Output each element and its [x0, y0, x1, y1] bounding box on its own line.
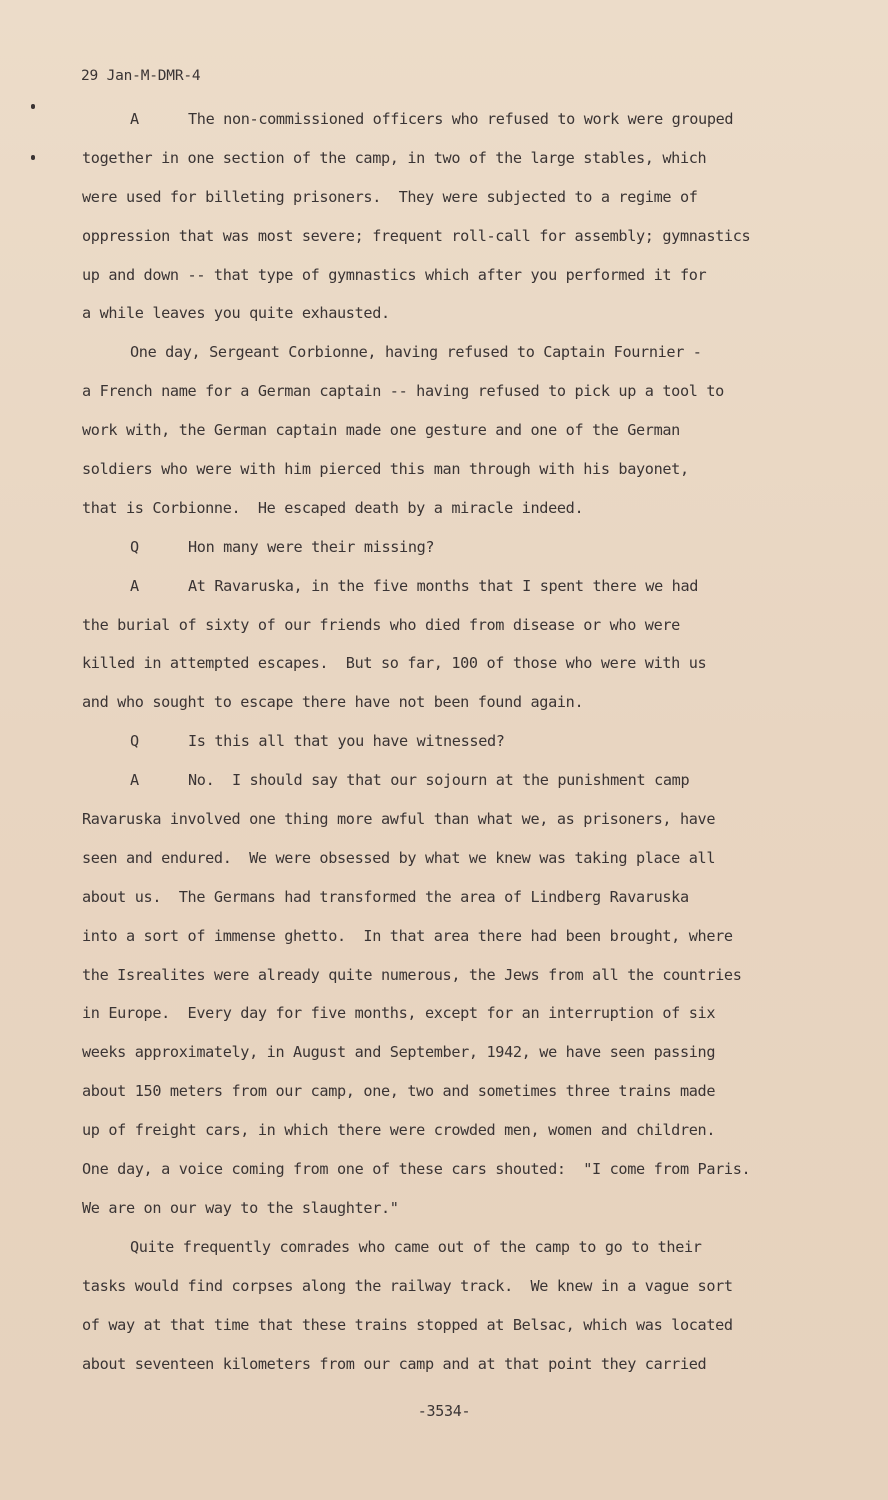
text-line: [82, 1228, 822, 1267]
page-number: -3534-: [417, 1402, 471, 1420]
text-line: [82, 761, 822, 800]
line-text: together in one section of the camp, in two of the large stables, which: [82, 148, 707, 167]
text-line: [82, 294, 822, 333]
text-line: [82, 1072, 822, 1111]
line-text: were used for billeting prisoners. They were subjected to a regime of: [82, 187, 698, 206]
page-header-reference: 29 Jan-M-DMR-4: [81, 68, 201, 84]
text-line: [82, 994, 822, 1033]
text-line: [82, 217, 822, 256]
line-text: of way at that time that these trains stopped at Belsac, which was located: [82, 1315, 733, 1334]
text-line: [82, 1150, 822, 1189]
line-text: a while leaves you quite exhausted.: [82, 304, 390, 323]
text-line: [82, 1267, 822, 1306]
line-text: We are on our way to the slaughter.": [82, 1198, 399, 1217]
text-line: [82, 178, 822, 217]
line-text: about seventeen kilometers from our camp and at that point they carried: [82, 1354, 707, 1373]
line-text: into a sort of immense ghetto. In that area there had been brought, where: [82, 926, 733, 945]
line-text: oppression that was most severe; frequent roll-call for assembly; gymnastics: [82, 226, 751, 245]
line-text: the Isrealites were already quite numerous, the Jews from all the countries: [82, 965, 742, 984]
text-line: [82, 956, 822, 995]
text-line: [82, 800, 822, 839]
qa-label: Q: [130, 537, 139, 556]
margin-mark: [31, 104, 35, 109]
text-line: [82, 917, 822, 956]
text-line: [82, 1189, 822, 1228]
line-text: Ravaruska involved one thing more awful than what we, as prisoners, have: [82, 810, 716, 829]
transcript-body: [82, 100, 822, 1383]
line-text: that is Corbionne. He escaped death by a miracle indeed.: [82, 498, 584, 517]
line-text: the burial of sixty of our friends who died from disease or who were: [82, 615, 680, 634]
line-text: Is this all that you have witnessed?: [188, 732, 505, 751]
line-text: and who sought to escape there have not been found again.: [82, 693, 584, 712]
line-text: At Ravaruska, in the five months that I spent there we had: [188, 576, 699, 595]
text-line: [82, 411, 822, 450]
line-text: killed in attempted escapes. But so far, 100 of those who were with us: [82, 654, 707, 673]
text-line: [82, 1033, 822, 1072]
margin-mark: [31, 155, 35, 160]
text-line: [82, 722, 822, 761]
line-text: tasks would find corpses along the railway track. We knew in a vague sort: [82, 1276, 733, 1295]
text-line: [82, 1345, 822, 1384]
line-text: soldiers who were with him pierced this man through with his bayonet,: [82, 460, 689, 479]
line-text: Hon many were their missing?: [188, 537, 435, 556]
qa-label: A: [130, 110, 139, 128]
text-line: [82, 567, 822, 606]
text-line: [82, 878, 822, 917]
line-text: work with, the German captain made one gesture and one of the German: [82, 421, 680, 440]
text-line: [82, 372, 822, 411]
text-line: [82, 683, 822, 722]
text-line: [82, 644, 822, 683]
line-text: about 150 meters from our camp, one, two and sometimes three trains made: [82, 1082, 716, 1101]
line-text: up of freight cars, in which there were crowded men, women and children.: [82, 1121, 716, 1140]
line-text: The non-commissioned officers who refused to work were grouped: [188, 110, 734, 128]
line-text: about us. The Germans had transformed the area of Lindberg Ravaruska: [82, 887, 689, 906]
line-text: in Europe. Every day for five months, except for an interruption of six: [82, 1004, 716, 1023]
line-text: No. I should say that our sojourn at the punishment camp: [188, 771, 690, 790]
text-line: [82, 839, 822, 878]
text-line: [82, 256, 822, 295]
line-text: weeks approximately, in August and September, 1942, we have seen passing: [82, 1043, 716, 1062]
qa-label: Q: [130, 732, 139, 751]
line-text: Quite frequently comrades who came out of the camp to go to their: [130, 1237, 702, 1256]
qa-label: A: [130, 771, 139, 790]
text-line: [82, 1306, 822, 1345]
text-line: [82, 100, 822, 139]
line-text: seen and endured. We were obsessed by what we knew was taking place all: [82, 848, 716, 867]
text-line: [82, 333, 822, 372]
text-line: [82, 528, 822, 567]
text-line: [82, 606, 822, 645]
line-text: One day, a voice coming from one of these cars shouted: "I come from Paris.: [82, 1160, 751, 1179]
line-text: One day, Sergeant Corbionne, having refused to Captain Fournier -: [130, 343, 702, 362]
line-text: up and down -- that type of gymnastics which after you performed it for: [82, 265, 707, 284]
text-line: [82, 1111, 822, 1150]
line-text: a French name for a German captain -- having refused to pick up a tool to: [82, 382, 724, 401]
qa-label: A: [130, 576, 139, 595]
text-line: [82, 450, 822, 489]
text-line: [82, 139, 822, 178]
text-line: [82, 489, 822, 528]
